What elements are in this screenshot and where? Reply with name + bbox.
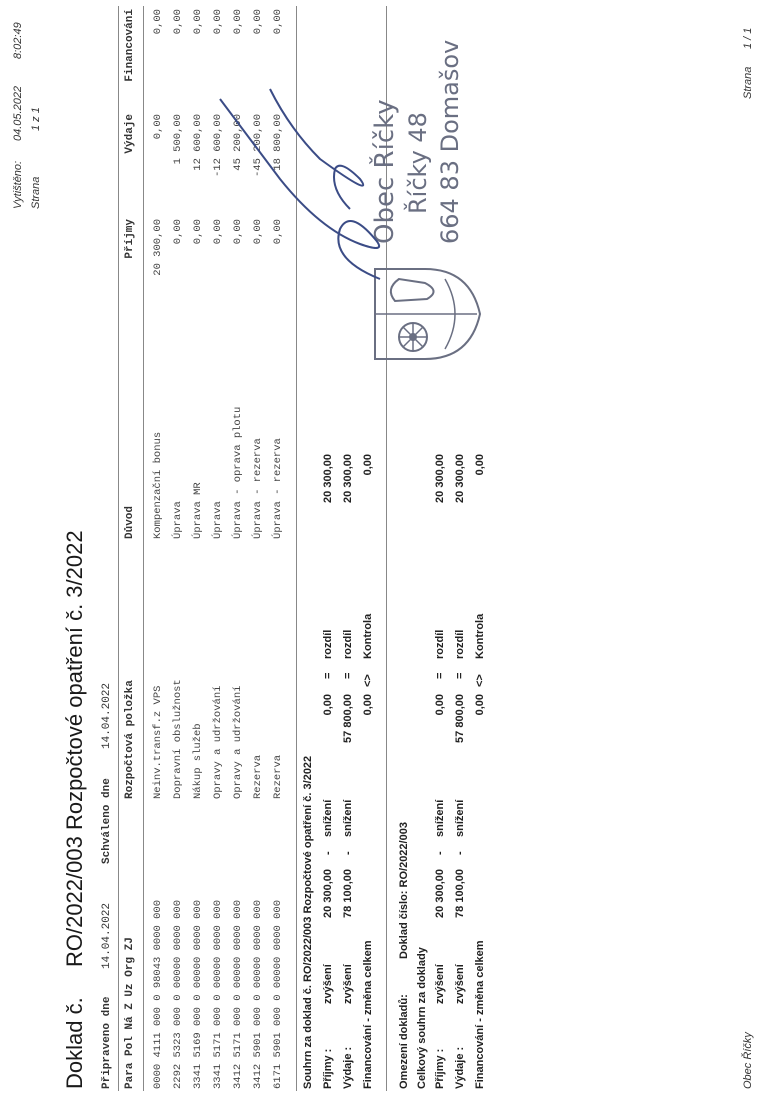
stamp-line3: 664 83 Domašov (436, 39, 464, 244)
printed-label: Vytištěno: (12, 160, 24, 209)
title-main: RO/2022/003 Rozpočtové opatření č. 3/2022 (62, 530, 87, 968)
footer-page-value: 1 / 1 (742, 27, 754, 49)
title-prefix: Doklad č. (62, 997, 87, 1089)
row-income: 0,00 (232, 219, 244, 245)
total-heading: Celkový souhrn za doklady (416, 947, 428, 1089)
row-item: Neinv.transf.z VPS (152, 685, 164, 799)
summary-op: = (342, 672, 354, 679)
summary-diff: 20 300,00 (342, 454, 354, 503)
row-item: Opravy a udržování (232, 685, 244, 799)
summary-op: = (322, 672, 334, 679)
limit-label: Omezení dokladů: (398, 994, 410, 1089)
row-expense: 12 600,00 (192, 114, 204, 171)
total-diff: 20 300,00 (454, 454, 466, 503)
stamp-line1: Obec Říčky (370, 99, 400, 244)
row-codes: 0000 4111 000 0 98043 0000 000 (152, 899, 164, 1089)
row-income: 0,00 (172, 219, 184, 245)
summary-diff: 20 300,00 (322, 454, 334, 503)
row-reason: Úprava - rezerva (272, 438, 284, 539)
prepared-date: 14.04.2022 (101, 902, 113, 969)
total-financing-value: 0,00 (474, 694, 486, 716)
summary-income-line (322, 399, 340, 1099)
total-dec: 0,00 (434, 694, 446, 716)
summary-control-label: Kontrola (362, 613, 374, 659)
stamp (190, 39, 490, 369)
row-financing: 0,00 (212, 9, 224, 35)
row-income: 0,00 (192, 219, 204, 245)
signature-icon (210, 79, 400, 299)
approved-date: 14.04.2022 (101, 682, 113, 749)
row-financing: 0,00 (272, 9, 284, 35)
row-expense: 18 800,00 (272, 114, 284, 171)
total-diff-word: rozdíl (454, 629, 466, 659)
total-control-value: 0,00 (474, 454, 486, 476)
row-codes: 3412 5901 000 0 00000 0000 000 (252, 899, 264, 1089)
page-value: 1 z 1 (30, 107, 42, 131)
total-financing-label: Financování - změna celkem (474, 940, 486, 1089)
col-item: Rozpočtová položka (124, 680, 136, 799)
total-control-label: Kontrola (474, 613, 486, 659)
table-row (152, 0, 171, 1099)
row-income: 0,00 (212, 219, 224, 245)
total-dash: - (434, 851, 446, 855)
total-control-op: <> (474, 674, 486, 687)
summary-inc-word: zvýšení (322, 964, 334, 1004)
prepared-label: Připraveno dne (101, 996, 113, 1089)
summary-dec-word: snížení (322, 799, 334, 837)
total-dec: 57 800,00 (454, 694, 466, 743)
total-diff-word: rozdíl (434, 629, 446, 659)
summary-inc: 20 300,00 (322, 869, 334, 918)
table-row (172, 0, 191, 1099)
row-income: 0,00 (252, 219, 264, 245)
total-financing-line (474, 399, 492, 1099)
limit-value: Doklad číslo: RO/2022/003 (398, 822, 410, 959)
total-dec-word: snížení (434, 799, 446, 837)
total-dash: - (454, 851, 466, 855)
row-reason: Úprava - oprava plotu (232, 406, 244, 539)
footer-org: Obec Říčky (742, 1032, 754, 1089)
total-op: = (454, 672, 466, 679)
row-reason: Úprava (212, 501, 224, 539)
header-rule-top (118, 6, 119, 1091)
summary-dec-word: snížení (342, 799, 354, 837)
stamp-line2: Říčky 48 (404, 112, 432, 214)
total-income-line (434, 399, 452, 1099)
summary-label: Výdaje : (342, 1046, 354, 1089)
row-expense: 45 200,00 (232, 114, 244, 171)
row-financing: 0,00 (252, 9, 264, 35)
col-income: Příjmy (124, 219, 136, 259)
header-rule-bottom (143, 6, 144, 1091)
total-diff: 20 300,00 (434, 454, 446, 503)
total-dec-word: snížení (454, 799, 466, 837)
total-inc: 78 100,00 (454, 869, 466, 918)
summary-financing-line (362, 399, 380, 1099)
row-item: Rezerva (272, 754, 284, 799)
summary-inc: 78 100,00 (342, 869, 354, 918)
row-reason: Úprava - rezerva (252, 438, 264, 539)
summary-financing-value: 0,00 (362, 694, 374, 716)
col-reason: Důvod (124, 505, 136, 539)
summary-heading: Souhrn za doklad č. RO/2022/003 Rozpočtové opatření č. 3/2022 (302, 755, 314, 1089)
row-codes: 2292 5323 000 0 00000 0000 000 (172, 899, 184, 1089)
summary-dec: 0,00 (322, 694, 334, 716)
summary-label: Příjmy : (322, 1048, 334, 1089)
summary-diff-word: rozdíl (342, 629, 354, 659)
row-codes: 3341 5169 000 0 00000 0000 000 (192, 899, 204, 1089)
page-label: Strana (30, 176, 42, 209)
footer-page-label: Strana (742, 66, 754, 99)
total-label: Příjmy : (434, 1048, 446, 1089)
row-expense: 1 500,00 (172, 114, 184, 165)
col-codes: Para Pol Ná Z Uz Org ZJ (124, 937, 136, 1089)
row-item: Dopravní obslužnost (172, 679, 184, 799)
row-item: Nákup služeb (192, 723, 204, 799)
total-inc: 20 300,00 (434, 869, 446, 918)
row-income: 0,00 (272, 219, 284, 245)
row-reason: Úprava MR (192, 482, 204, 539)
summary-control-op: <> (362, 674, 374, 687)
row-codes: 3412 5171 000 0 00000 0000 000 (232, 899, 244, 1089)
col-financing: Financování (124, 9, 136, 82)
summary-inc-word: zvýšení (342, 964, 354, 1004)
row-expense: -12 600,00 (212, 114, 224, 178)
summary-dec: 57 800,00 (342, 694, 354, 743)
row-financing: 0,00 (152, 9, 164, 35)
row-financing: 0,00 (192, 9, 204, 35)
row-codes: 6171 5901 000 0 00000 0000 000 (272, 899, 284, 1089)
row-item: Rezerva (252, 754, 264, 799)
row-reason: Úprava (172, 501, 184, 539)
row-financing: 0,00 (172, 9, 184, 35)
total-inc-word: zvýšení (454, 964, 466, 1004)
row-expense: -45 200,00 (252, 114, 264, 178)
col-expense: Výdaje (124, 114, 136, 154)
summary-financing-label: Financování - změna celkem (362, 940, 374, 1089)
summary-dash: - (342, 851, 354, 855)
total-expense-line (454, 399, 472, 1099)
row-item: Opravy a udržování (212, 685, 224, 799)
row-income: 20 300,00 (152, 219, 164, 276)
row-expense: 0,00 (152, 114, 164, 140)
total-inc-word: zvýšení (434, 964, 446, 1004)
row-codes: 3341 5171 000 0 00000 0000 000 (212, 899, 224, 1089)
summary-expense-line (342, 399, 360, 1099)
total-op: = (434, 672, 446, 679)
row-reason: Kompenzační bonus (152, 431, 164, 539)
approved-label: Schváleno dne (101, 778, 113, 864)
row-financing: 0,00 (232, 9, 244, 35)
printed-time: 8:02:49 (12, 22, 24, 59)
summary-diff-word: rozdíl (322, 629, 334, 659)
printed-date: 04.05.2022 (12, 85, 24, 141)
document-title (62, 530, 88, 1089)
summary-control-value: 0,00 (362, 454, 374, 476)
total-label: Výdaje : (454, 1046, 466, 1089)
summary-dash: - (322, 851, 334, 855)
